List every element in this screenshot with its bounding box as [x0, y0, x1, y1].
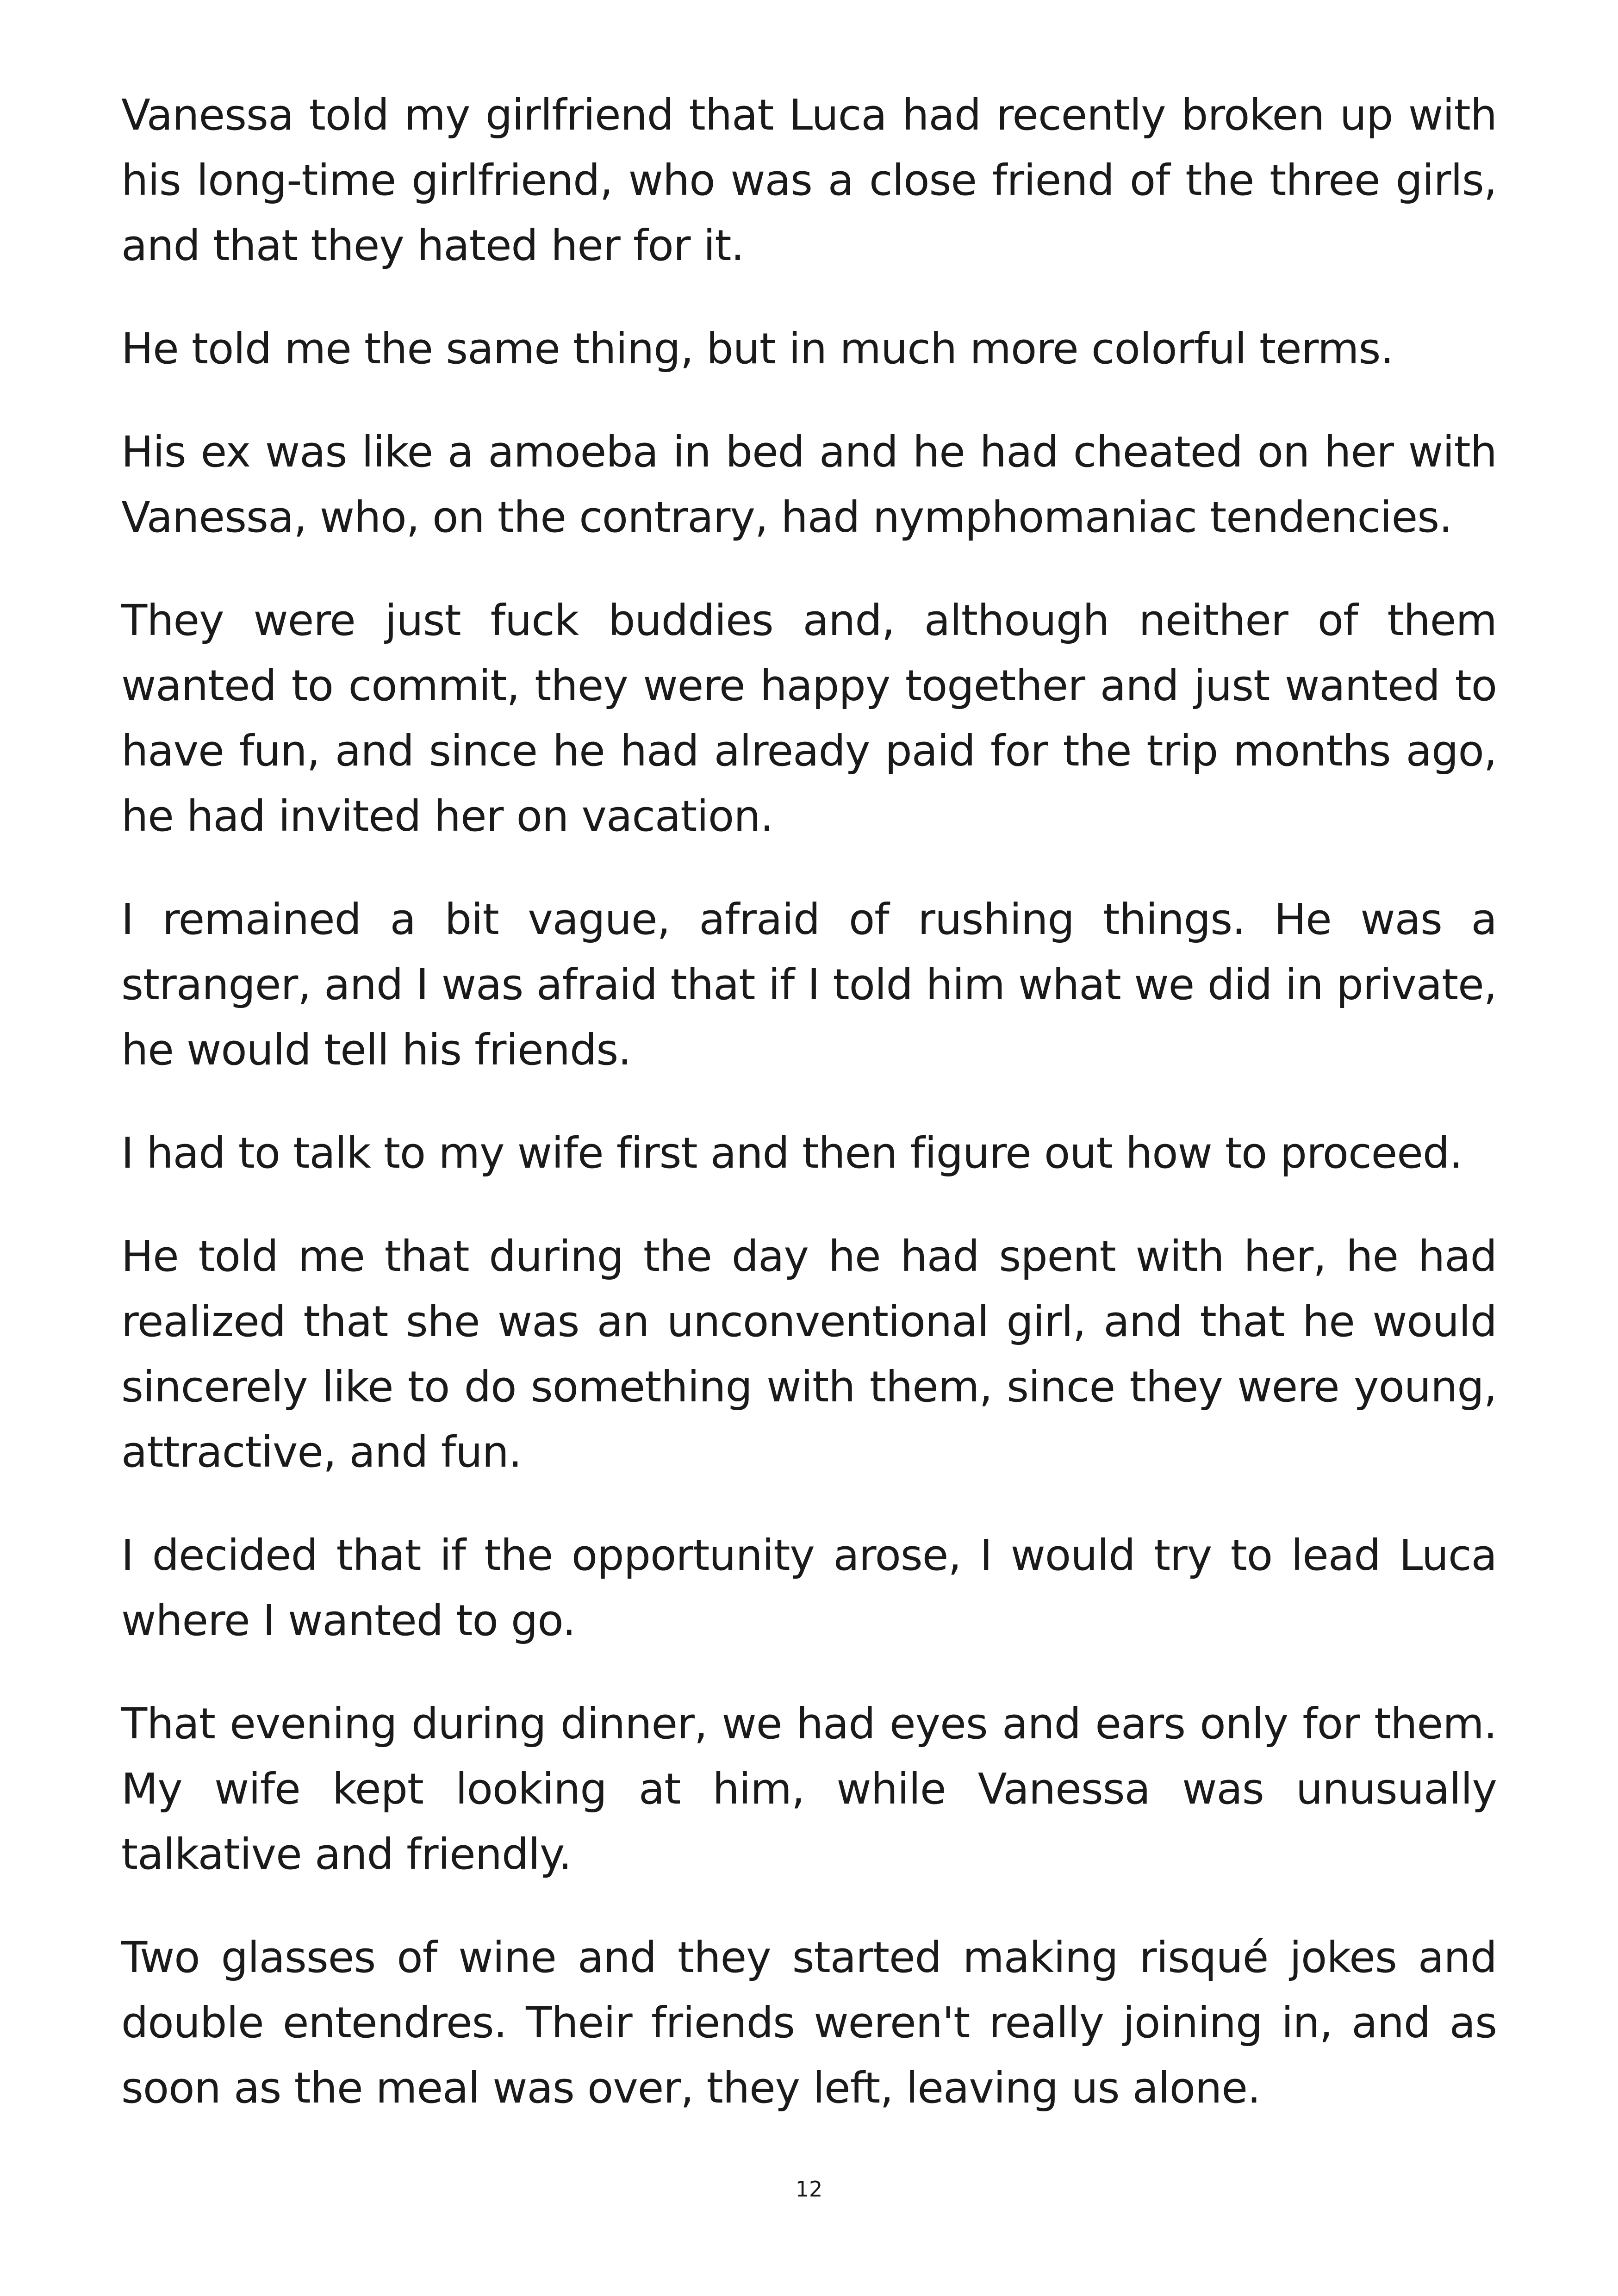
- paragraph: They were just fuck buddies and, although neither of them wanted to commit, they were happy together and just wanted to have fun, and since he had already paid for the trip months ago, he had invited her on vacation.: [121, 596, 1497, 841]
- paragraph: His ex was like a amoeba in bed and he had cheated on her with Vanessa, who, on the contrary, had nymphomaniac tendencies.: [121, 427, 1497, 542]
- paragraph: Vanessa told my girlfriend that Luca had recently broken up with his long-time girlfriend, who was a close friend of the three girls, and that they hated her for it.: [121, 90, 1497, 270]
- body-text: [121, 82, 1497, 2159]
- paragraph: Two glasses of wine and they started making risqué jokes and double entendres. Their friends weren't really joining in, and as soon as the meal was over, they left, leaving us alone.: [121, 1933, 1497, 2113]
- paragraph: He told me the same thing, but in much more colorful terms.: [121, 324, 1394, 373]
- page-number: 12: [795, 2177, 823, 2202]
- paragraph: I had to talk to my wife first and then figure out how to proceed.: [121, 1128, 1462, 1178]
- paragraph: He told me that during the day he had spent with her, he had realized that she was an unconventional girl, and that he would sincerely like to do something with them, since they were young, attractive, and fun.: [121, 1232, 1497, 1477]
- paragraph: That evening during dinner, we had eyes and ears only for them. My wife kept looking at him, while Vanessa was unusually talkative and friendly.: [121, 1699, 1497, 1879]
- paragraph: I decided that if the opportunity arose, I would try to lead Luca where I wanted to go.: [121, 1531, 1497, 1645]
- paragraph: I remained a bit vague, afraid of rushing things. He was a stranger, and I was afraid that if I told him what we did in private, he would tell his friends.: [121, 895, 1497, 1075]
